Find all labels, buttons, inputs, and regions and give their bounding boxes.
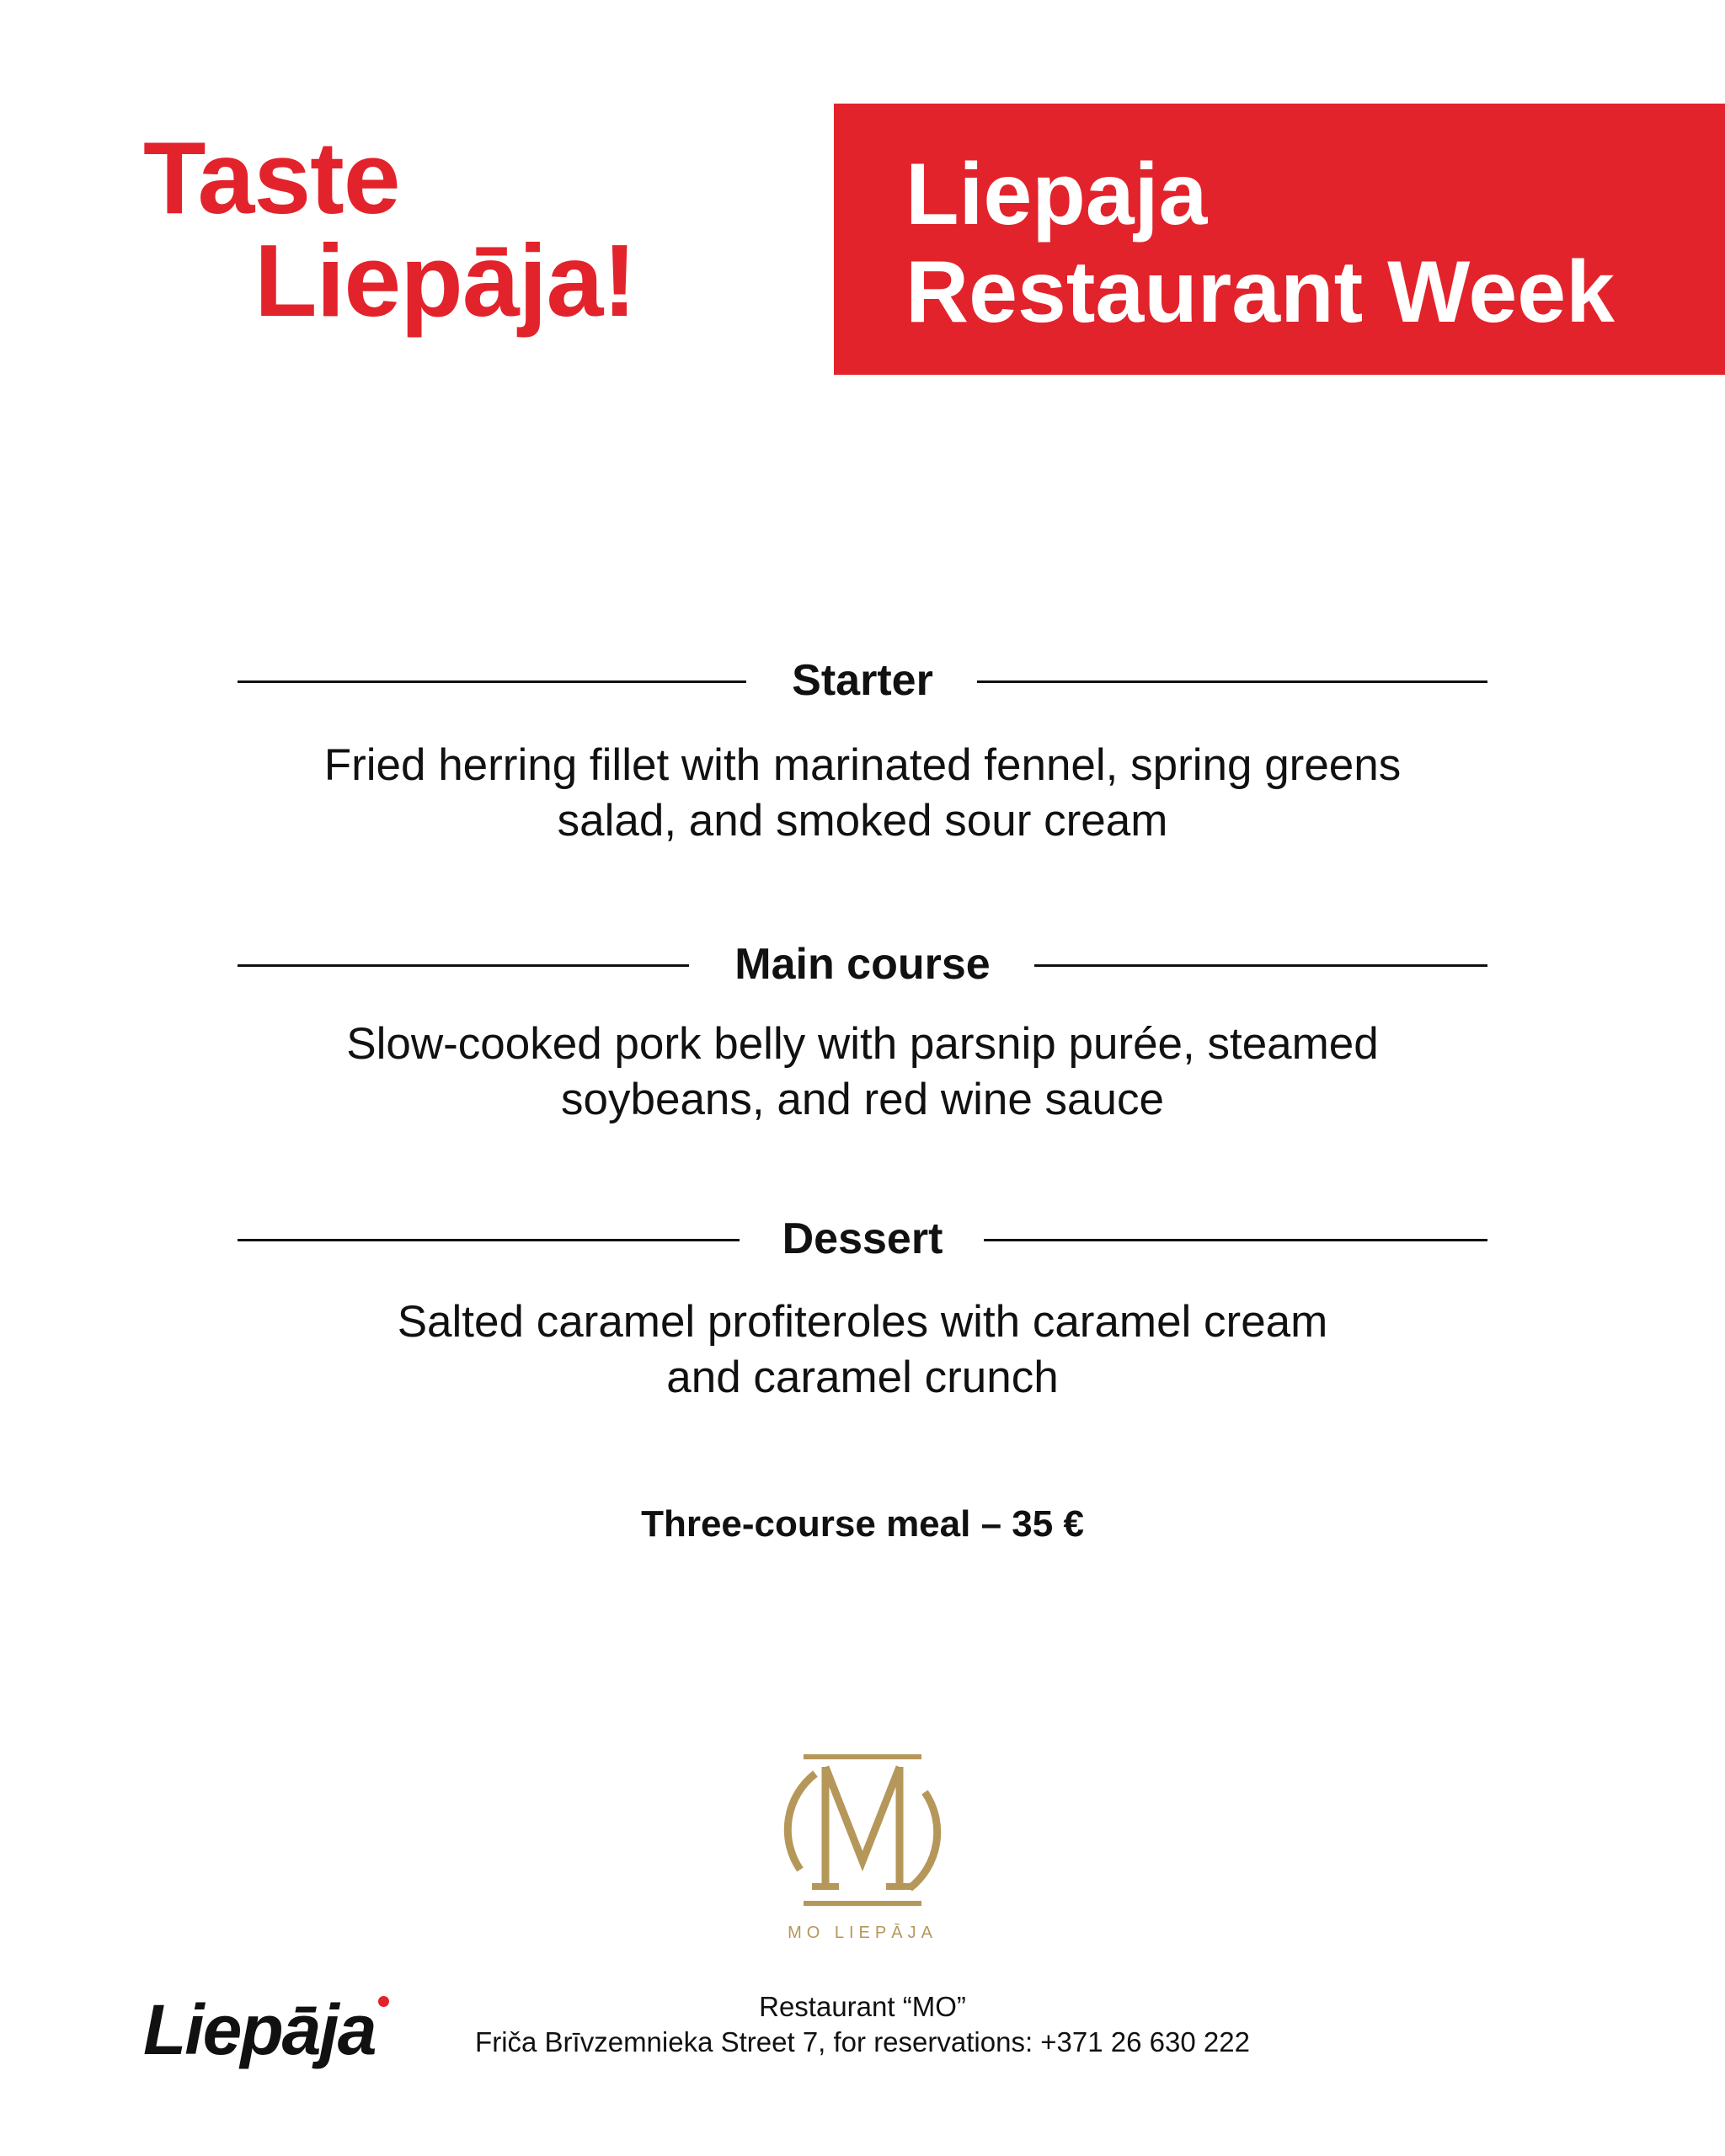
taste-line-1: Taste [143,120,400,235]
divider-right [984,1239,1487,1241]
section-starter [238,655,1487,706]
footer-address: Friča Brīvzemnieka Street 7, for reservations: +371 26 630 222 [475,2026,1250,2057]
main-course-description [238,1017,1487,1128]
mo-logo-caption: MO LIEPĀJA [788,1924,937,1942]
divider-right [1034,964,1487,967]
section-main-course [238,939,1487,990]
dessert-description [238,1294,1487,1406]
restaurant-week-title [905,146,1615,341]
section-heading: Main course [734,940,991,989]
footer-info [0,1989,1725,2060]
footer-restaurant-name: Restaurant “MO” [759,1991,966,2022]
divider-right [977,680,1487,683]
week-title-line-1: Liepaja [905,146,1208,243]
liepaja-brand-logo: Liepāja [143,1990,376,2069]
section-dessert [238,1214,1487,1264]
week-title-line-2: Restaurant Week [905,243,1615,341]
description-line: Salted caramel profiteroles with caramel cream [397,1297,1328,1347]
section-heading: Starter [792,656,933,705]
description-line: soybeans, and red wine sauce [561,1075,1164,1124]
restaurant-week-banner [834,104,1725,375]
section-heading: Dessert [782,1214,943,1263]
menu-price: Three-course meal – 35 € [641,1503,1084,1545]
starter-description [238,738,1487,849]
mo-restaurant-logo-icon [778,1743,947,1912]
taste-liepaja-headline [143,120,637,338]
taste-line-2: Liepāja! [254,223,637,338]
description-line: salad, and smoked sour cream [557,796,1168,846]
description-line: Fried herring fillet with marinated fennel, spring greens [323,740,1402,790]
description-line: and caramel crunch [666,1353,1059,1402]
description-line: Slow-cooked pork belly with parsnip purée, steamed [346,1019,1379,1069]
